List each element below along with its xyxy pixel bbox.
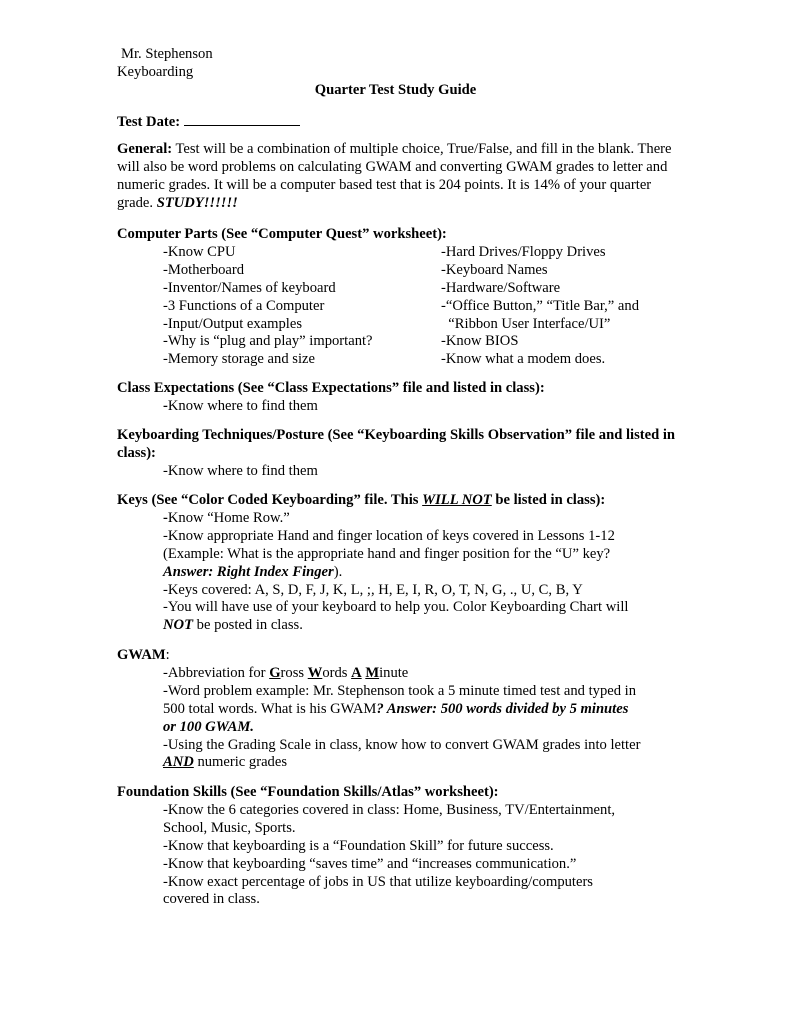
word-problem-question: ? [376, 700, 384, 717]
list-item: -Hardware/Software [441, 279, 561, 296]
list-item: “Ribbon User Interface/UI” [441, 315, 611, 332]
document-title: Quarter Test Study Guide [314, 82, 477, 98]
test-date [117, 112, 300, 132]
list-item [163, 665, 677, 683]
list-item-text: Know where to find them [167, 397, 318, 414]
list-item: -Inventor/Names of keyboard [163, 279, 336, 296]
list-item: (Example: What is the appropriate hand and finger position for the “U” key? [163, 545, 611, 562]
list-item: -Know BIOS [441, 333, 519, 350]
list-item [163, 510, 677, 528]
keys-section [117, 492, 677, 635]
list-item: -Know appropriate Hand and finger location of keys covered in Lessons 1-12 [163, 527, 615, 544]
list-item-dash: - [163, 397, 168, 414]
list-item: or 100 GWAM. [163, 718, 254, 735]
list-item: -Know what a modem does. [441, 351, 606, 368]
list-item-text: be posted in class. [193, 617, 303, 634]
list-item [163, 564, 677, 582]
list-item: -Know that keyboarding “saves time” and “increases communication.” [163, 855, 577, 872]
list-item: -3 Functions of a Computer [163, 297, 325, 314]
list-item: covered in class. [163, 891, 260, 908]
keys-heading [117, 492, 677, 510]
class-expectations-section [117, 380, 677, 416]
computer-parts-section [117, 226, 677, 370]
list-item: -Why is “plug and play” important? [163, 333, 373, 350]
course-name: Keyboarding [117, 63, 194, 80]
keys-list [117, 510, 677, 635]
word-problem-text: 500 total words. What is his GWAM [163, 700, 377, 717]
test-date-label: Test Date: [117, 114, 181, 130]
gwam-heading-colon: : [165, 647, 170, 663]
general-text: Test will be a combination of multiple choice, True/False, and fill in the blank. There will also be word problems on calculating GWAM and converting GWAM grades to letter and numeric grades. It will be a computer based test that is 204 points. It is 14% of your quarter grade. [117, 141, 672, 211]
teacher-name: Mr. Stephenson [121, 46, 213, 62]
techniques-section [117, 427, 677, 481]
gwam-list [117, 665, 677, 772]
abbr-letter-g: G [269, 664, 281, 681]
document-header [117, 46, 677, 82]
general-section [117, 141, 677, 213]
techniques-list [117, 463, 677, 481]
list-item: -Keyboard Names [441, 261, 548, 278]
list-item: -Know that keyboarding is a “Foundation Skill” for future success. [163, 837, 554, 854]
list-item: -Using the Grading Scale in class, know how to convert GWAM grades into letter [163, 736, 641, 753]
not-emphasis: NOT [163, 617, 193, 634]
abbr-rest-w: ords [322, 664, 352, 681]
list-item: -Hard Drives/Floppy Drives [441, 243, 606, 260]
foundation-list [117, 802, 677, 909]
general-emphasis: STUDY!!!!!! [156, 194, 238, 211]
list-item-text: Know “Home Row.” [167, 509, 290, 526]
foundation-heading: Foundation Skills (See “Foundation Skills/Atlas” worksheet): [117, 784, 499, 800]
list-item [163, 701, 677, 719]
list-item: -Know where to find them [163, 462, 318, 479]
list-item [163, 754, 677, 772]
test-date-blank [184, 112, 300, 126]
abbr-rest-m: inute [379, 664, 409, 681]
abbr-rest-g: ross [280, 664, 308, 681]
list-item [163, 398, 677, 416]
keys-heading-emphasis: WILL NOT [422, 492, 492, 508]
gwam-section [117, 647, 677, 772]
gwam-heading-text: GWAM [117, 647, 166, 663]
list-item-text: numeric grades [193, 754, 288, 771]
list-item: -Word problem example: Mr. Stephenson took a 5 minute timed test and typed in [163, 682, 637, 699]
list-item: -“Office Button,” “Title Bar,” and [441, 297, 639, 314]
techniques-heading: Keyboarding Techniques/Posture (See “Keyboarding Skills Observation” file and listed in class): [117, 427, 676, 461]
list-item: -Memory storage and size [163, 351, 315, 368]
answer-text: Answer: Right Index Finger [163, 563, 334, 580]
list-item [163, 617, 677, 635]
word-problem-answer: Answer: 500 words divided by 5 minutes [383, 700, 629, 717]
abbr-letter-w: W [307, 664, 323, 681]
general-label: General: [117, 141, 173, 157]
list-item: -Know CPU [163, 243, 236, 260]
abbr-letter-a: A [351, 664, 362, 681]
and-emphasis: AND [163, 754, 194, 771]
list-item: -Know the 6 categories covered in class: Home, Business, TV/Entertainment, [163, 801, 616, 818]
keys-heading-post: be listed in class): [491, 492, 606, 508]
list-item: -Keys covered: A, S, D, F, J, K, L, ;, H, E, I, R, O, T, N, G, ., U, C, B, Y [163, 581, 583, 598]
list-item: School, Music, Sports. [163, 819, 296, 836]
computer-parts-heading: Computer Parts (See “Computer Quest” worksheet): [117, 226, 447, 242]
list-item-dash: - [163, 509, 168, 526]
list-item: -Motherboard [163, 261, 245, 278]
list-item: -Input/Output examples [163, 315, 303, 332]
answer-end: ). [333, 563, 343, 580]
computer-parts-left-column [163, 244, 373, 369]
keys-heading-pre: Keys (See “Color Coded Keyboarding” file. This [117, 492, 423, 508]
class-expectations-heading: Class Expectations (See “Class Expectations” file and listed in class): [117, 380, 545, 396]
foundation-section [117, 784, 677, 909]
abbr-letter-m: M [365, 664, 380, 681]
computer-parts-right-column [441, 244, 639, 369]
gwam-heading [117, 647, 677, 665]
list-item: -Know exact percentage of jobs in US that utilize keyboarding/computers [163, 873, 593, 890]
class-expectations-list [117, 398, 677, 416]
list-item: -You will have use of your keyboard to help you. Color Keyboarding Chart will [163, 599, 629, 616]
abbr-pre: -Abbreviation for [163, 664, 270, 681]
computer-parts-list [117, 244, 677, 370]
